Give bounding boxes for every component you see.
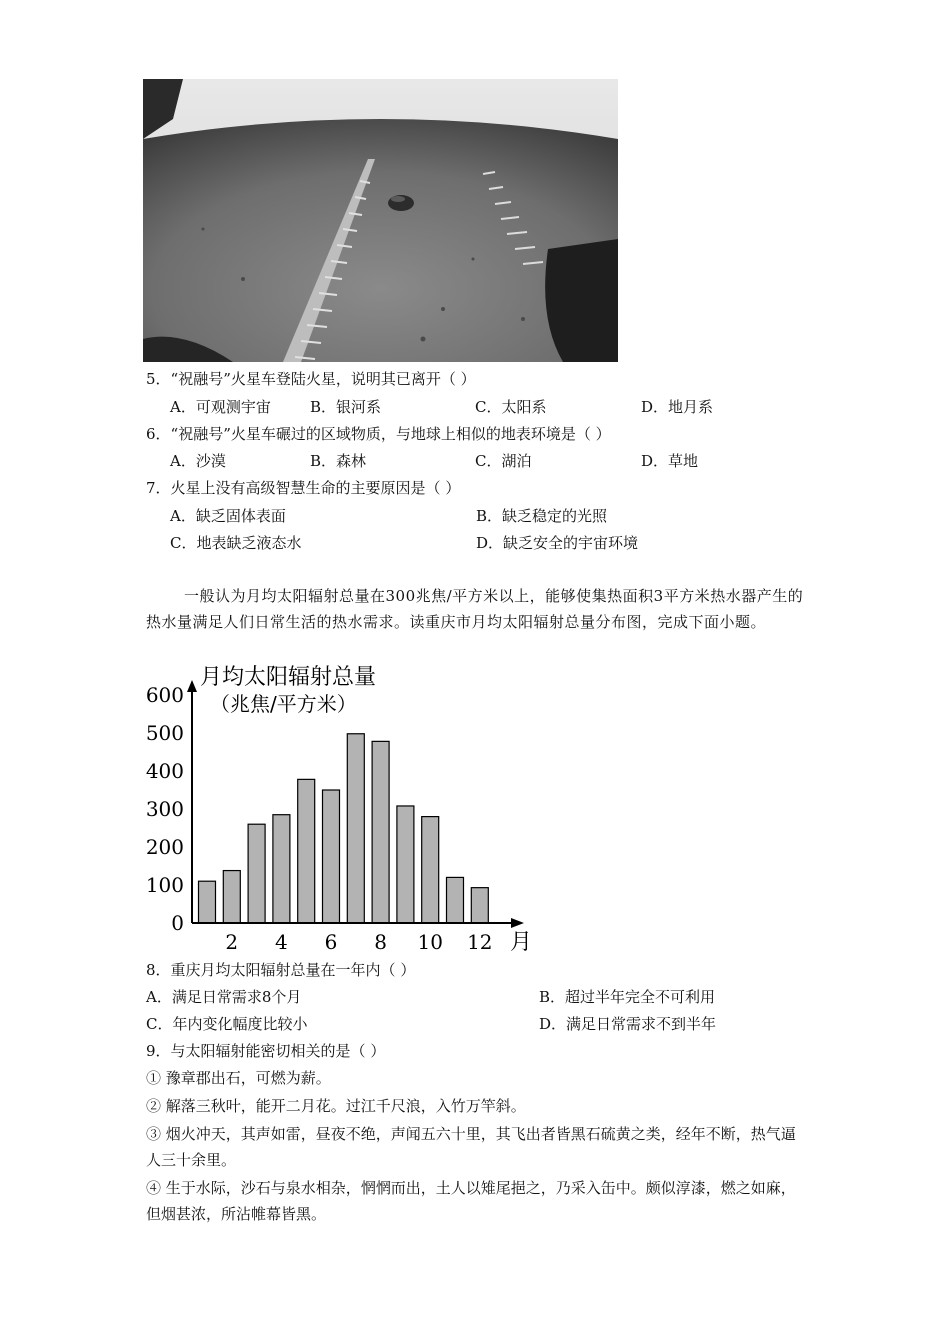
- chart-xlabel: 月: [510, 930, 533, 955]
- solar-radiation-chart: [140, 660, 540, 955]
- q6-option-b[interactable]: B．森林: [310, 452, 367, 470]
- q5-option-a[interactable]: A．可观测宇宙: [170, 398, 271, 416]
- q9-item-2: ② 解落三秋叶，能开二月花。过江千尺浪，入竹万竿斜。: [146, 1097, 526, 1115]
- q6-option-a[interactable]: A．沙漠: [170, 452, 226, 470]
- q9-item-3: ③ 烟火冲天，其声如雷，昼夜不绝，声闻五六十里，其飞出者皆黑石硫黄之类，经年不断，热气逼人三十余里。: [146, 1125, 796, 1169]
- x-tick-label: 10: [417, 930, 443, 954]
- bar-month-7: [347, 734, 364, 923]
- bar-month-1: [199, 881, 216, 923]
- q7-option-a[interactable]: A．缺乏固体表面: [170, 507, 286, 525]
- x-tick-label: 12: [467, 930, 493, 954]
- x-tick-label: 2: [225, 930, 239, 954]
- bar-month-9: [397, 806, 414, 923]
- bar-month-8: [372, 741, 389, 923]
- y-tick-label: 200: [145, 835, 184, 859]
- q7-option-d[interactable]: D．缺乏安全的宇宙环境: [476, 534, 639, 552]
- bar-month-6: [323, 790, 340, 923]
- chart-ylabel: （兆焦/平方米）: [210, 692, 357, 716]
- bar-month-5: [298, 779, 315, 923]
- question-6: [146, 424, 611, 444]
- q6-option-c[interactable]: C．湖泊: [475, 452, 532, 470]
- y-axis-arrow-icon: [187, 680, 197, 692]
- x-axis-arrow-icon: [511, 918, 524, 928]
- y-tick-label: 300: [145, 797, 184, 821]
- q9-item-1: ① 豫章郡出石，可燃为薪。: [146, 1069, 331, 1087]
- bar-month-10: [422, 817, 439, 923]
- x-tick-label: 4: [275, 930, 288, 954]
- passage: 一般认为月均太阳辐射总量在300兆焦/平方米以上，能够使集热面积3平方米热水器产生的热水量满足人们日常生活的热水需求。读重庆市月均太阳辐射总量分布图，完成下面小题。: [146, 587, 804, 631]
- question-number: 5．: [146, 370, 171, 388]
- q8-option-a[interactable]: A．满足日常需求8个月: [146, 988, 302, 1006]
- y-tick-label: 500: [145, 721, 184, 745]
- x-tick-label: 6: [324, 930, 338, 954]
- q7-option-b[interactable]: B．缺乏稳定的光照: [476, 507, 608, 525]
- bar-month-12: [471, 888, 488, 923]
- q8-option-c[interactable]: C．年内变化幅度比较小: [146, 1015, 308, 1033]
- question-text: “祝融号”火星车碾过的区域物质，与地球上相似的地表环境是（ ）: [170, 425, 611, 443]
- bar-month-3: [248, 824, 265, 923]
- q5-option-d[interactable]: D．地月系: [641, 398, 714, 416]
- q6-option-d[interactable]: D．草地: [641, 452, 699, 470]
- bar-month-2: [223, 871, 240, 923]
- mars-rover-tracks-photo-icon: [143, 79, 618, 362]
- question-7: [146, 478, 460, 498]
- bar-month-11: [447, 877, 464, 923]
- q8-option-b[interactable]: B．超过半年完全不可利用: [539, 988, 716, 1006]
- question-text: 火星上没有高级智慧生命的主要原因是（ ）: [170, 479, 461, 497]
- question-8: 8．重庆月均太阳辐射总量在一年内（ ）: [146, 961, 416, 979]
- question-number: 7．: [146, 479, 171, 497]
- x-tick-label: 8: [374, 930, 387, 954]
- q7-option-c[interactable]: C．地表缺乏液态水: [170, 534, 302, 552]
- q5-option-c[interactable]: C．太阳系: [475, 398, 547, 416]
- mars-surface-photo: [143, 79, 618, 362]
- question-number: 6．: [146, 425, 171, 443]
- question-text: “祝融号”火星车登陆火星，说明其已离开（ ）: [170, 370, 476, 388]
- q9-item-4: ④ 生于水际，沙石与泉水相杂，惘惘而出，土人以雉尾挹之，乃采入缶中。颇似淳漆，燃之如麻，但烟甚浓，所沾帷幕皆黑。: [146, 1179, 796, 1223]
- y-tick-label: 0: [171, 911, 184, 935]
- question-5: [146, 369, 476, 389]
- y-tick-label: 100: [145, 873, 184, 897]
- y-tick-label: 400: [145, 759, 184, 783]
- chart-title: 月均太阳辐射总量: [200, 665, 377, 690]
- question-9: 9．与太阳辐射能密切相关的是（ ）: [146, 1042, 386, 1060]
- y-tick-label: 600: [145, 683, 184, 707]
- q8-option-d[interactable]: D．满足日常需求不到半年: [539, 1015, 717, 1033]
- q5-option-b[interactable]: B．银河系: [310, 398, 382, 416]
- bar-month-4: [273, 815, 290, 923]
